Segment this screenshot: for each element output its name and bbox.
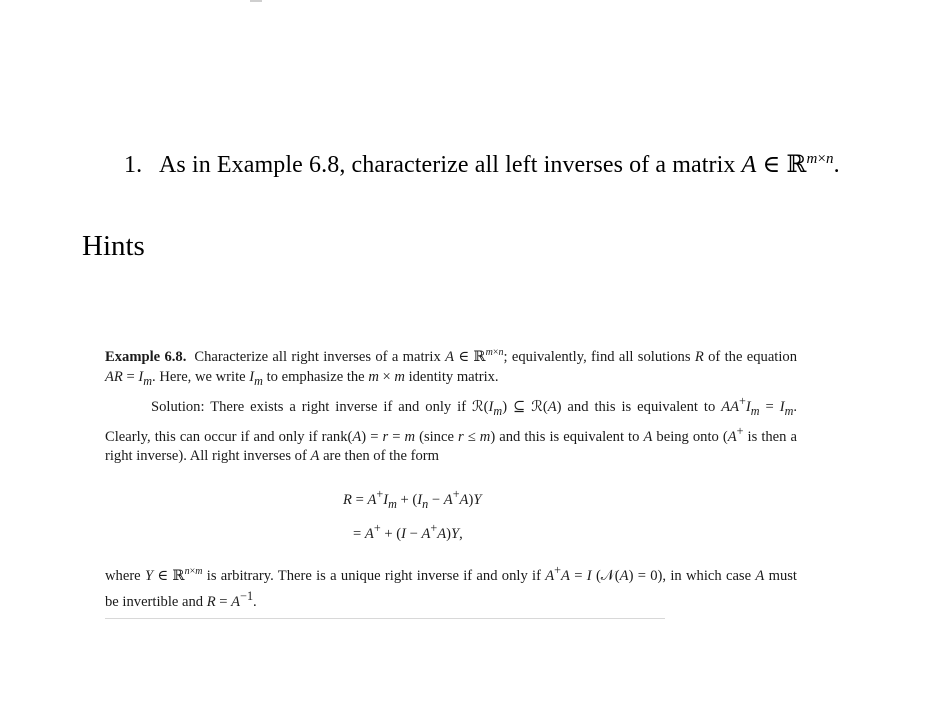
exercise-text: As in Example 6.8, characterize all left inverses of a matrix A ∈ ℝ$^{m\times n}$. [158,151,840,178]
equation-block [343,482,797,546]
scan-artifact [250,0,262,2]
example-solution: Solution: There exists a right inverse if and only if $ℛ(I_m)$ ⊆ ℛ(A) and this is equivalent to $AA^+I_m = I_m$. Clearly, this can occur if and only if rank(A) = r = m (since r ≤ m) and this is equivalent to A being onto (A+ is then a right inverse). All right inverses of A are then of the form [105,393,798,465]
example-excerpt [105,343,797,612]
exercise-item [124,150,840,179]
hints-heading: Hints [82,230,145,262]
example-closing: where Y ∈ ℝ$^{n\times m}$ is arbitrary. There is a unique right inverse if and only if A+A = I (𝒩(A) = 0), in which case A must be invertible and $R = A^{-1}$. [105,563,797,610]
example-statement: Example 6.8. Characterize all right inverses of a matrix A ∈ ℝ$^{m\times n}$; equivalently, find all solutions R of the equation AR = $I_m$. Here, we write $I_m$ to emphasize the m × m identity matrix. [105,347,798,388]
cropped-next-line [105,618,665,619]
equation-line: $R = A^+I_m + (I_n - A^+A)Y$ [343,487,482,512]
exercise-number: 1. [124,152,143,178]
example-label: Example 6.8. [105,348,187,365]
equation-line: = A+ + (I − A+A)Y, [353,521,463,543]
